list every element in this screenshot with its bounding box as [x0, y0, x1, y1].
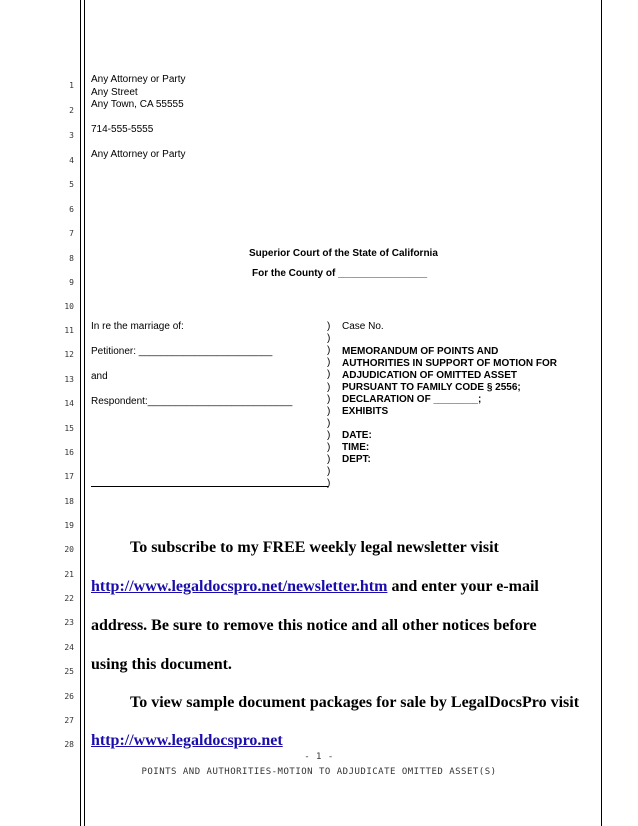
- line-number: 4: [69, 156, 74, 165]
- line-number: 24: [64, 643, 74, 652]
- caption-paren: ): [327, 381, 331, 393]
- court-name: Superior Court of the State of California: [249, 248, 438, 259]
- and-label: and: [91, 371, 108, 382]
- caption-paren: ): [327, 357, 331, 369]
- line-number: 11: [64, 326, 74, 335]
- notice-line-5: To view sample document packages for sale by LegalDocsPro visit: [130, 694, 580, 711]
- line-number: 20: [64, 545, 74, 554]
- attorney-name: Any Attorney or Party: [91, 74, 186, 85]
- caption-paren: ): [327, 405, 331, 417]
- document-title-line-5: DECLARATION OF ________;: [342, 394, 482, 405]
- attorney-street: Any Street: [91, 87, 138, 98]
- caption-paren: ): [327, 321, 331, 332]
- legaldocspro-link[interactable]: http://www.legaldocspro.net: [91, 732, 283, 749]
- caption-paren: ): [327, 393, 331, 405]
- caption-paren: ): [327, 466, 331, 478]
- caption-paren: ): [327, 454, 331, 466]
- attorney-phone: 714-555-5555: [91, 124, 154, 135]
- line-number: 12: [64, 350, 74, 359]
- line-number: 27: [64, 716, 74, 725]
- line-number: 6: [69, 205, 74, 214]
- line-number: 8: [69, 254, 74, 263]
- hearing-time-label: TIME:: [342, 442, 370, 453]
- line-number: 17: [64, 472, 74, 481]
- line-number: 5: [69, 180, 74, 189]
- left-border-line-2: [84, 0, 85, 826]
- line-number: 15: [64, 424, 74, 433]
- footer-title: POINTS AND AUTHORITIES-MOTION TO ADJUDICATE OMITTED ASSET(S): [141, 767, 497, 777]
- caption-paren: ): [327, 345, 331, 357]
- caption-paren: ): [327, 478, 331, 490]
- left-border-line-1: [80, 0, 81, 826]
- notice-line-1: To subscribe to my FREE weekly legal newsletter visit: [130, 539, 499, 556]
- line-number: 1: [69, 81, 74, 90]
- caption-bottom-rule: [91, 486, 328, 487]
- line-number: 18: [64, 497, 74, 506]
- hearing-dept-label: DEPT:: [342, 454, 371, 465]
- document-title-line-3: ADJUDICATION OF OMITTED ASSET: [342, 370, 517, 381]
- line-number: 9: [69, 278, 74, 287]
- document-title-line-4: PURSUANT TO FAMILY CODE § 2556;: [342, 382, 521, 393]
- petitioner-field: Petitioner: ________________________: [91, 346, 273, 357]
- in-re-label: In re the marriage of:: [91, 321, 184, 332]
- line-number: 22: [64, 594, 74, 603]
- line-number: 25: [64, 667, 74, 676]
- line-number: 2: [69, 106, 74, 115]
- page-number: - 1 -: [304, 752, 334, 762]
- caption-paren: ): [327, 333, 331, 345]
- caption-paren: ): [327, 369, 331, 381]
- notice-line-6: [91, 732, 283, 750]
- document-title-line-1: MEMORANDUM OF POINTS AND: [342, 346, 499, 357]
- line-number: 19: [64, 521, 74, 530]
- document-title-line-2: AUTHORITIES IN SUPPORT OF MOTION FOR: [342, 358, 557, 369]
- line-number: 3: [69, 131, 74, 140]
- respondent-field: Respondent:__________________________: [91, 396, 293, 407]
- newsletter-link[interactable]: http://www.legaldocspro.net/newsletter.htm: [91, 578, 388, 595]
- notice-line-2-rest: and enter your e-mail: [387, 578, 539, 595]
- line-number: 7: [69, 229, 74, 238]
- case-number-label: Case No.: [342, 321, 384, 332]
- right-border-line: [601, 0, 602, 826]
- line-number: 14: [64, 399, 74, 408]
- attorney-for: Any Attorney or Party: [91, 149, 186, 160]
- hearing-date-label: DATE:: [342, 430, 372, 441]
- line-number: 16: [64, 448, 74, 457]
- notice-line-2: [91, 578, 539, 596]
- caption-paren: ): [327, 442, 331, 453]
- document-title-line-6: EXHIBITS: [342, 406, 389, 417]
- caption-paren: ): [327, 417, 331, 429]
- notice-line-4: using this document.: [91, 656, 232, 673]
- line-number: 10: [64, 302, 74, 311]
- line-number: 21: [64, 570, 74, 579]
- line-number: 28: [64, 740, 74, 749]
- caption-paren: ): [327, 429, 331, 441]
- line-number: 23: [64, 618, 74, 627]
- attorney-city: Any Town, CA 55555: [91, 99, 184, 110]
- line-number: 13: [64, 375, 74, 384]
- court-county: For the County of ________________: [252, 268, 428, 279]
- notice-line-3: address. Be sure to remove this notice and all other notices before: [91, 617, 537, 634]
- line-number: 26: [64, 692, 74, 701]
